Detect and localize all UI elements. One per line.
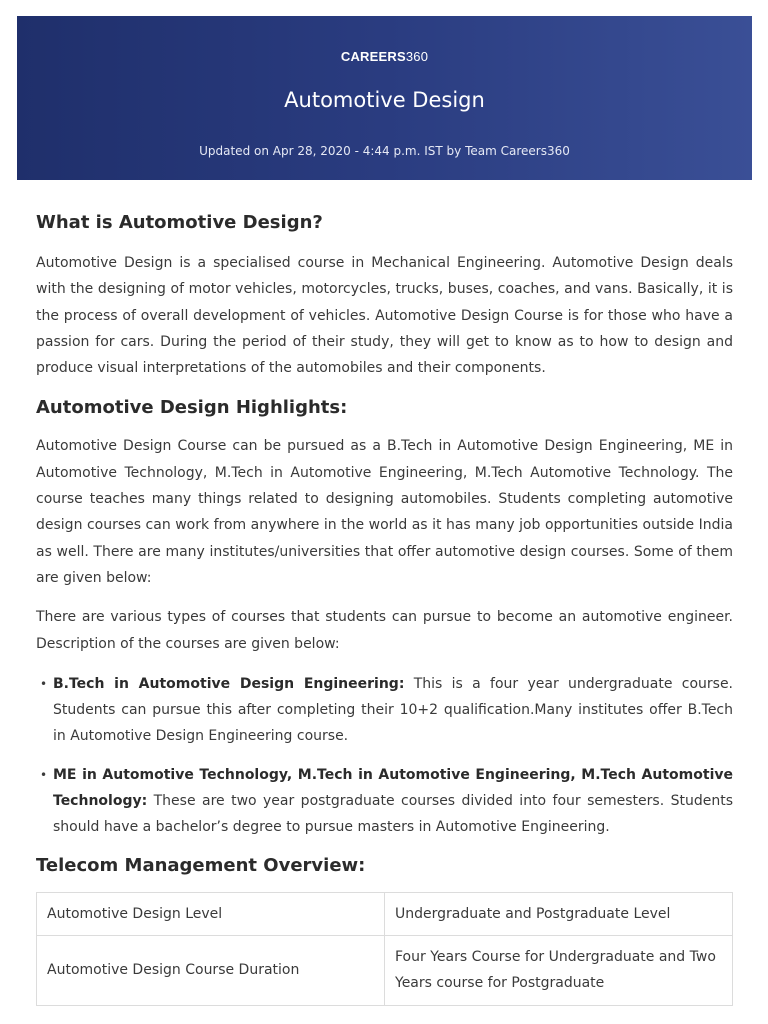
course-list	[36, 671, 733, 841]
heading-highlights: Automotive Design Highlights:	[36, 397, 348, 419]
bullet-icon: •	[40, 676, 48, 691]
course-title: B.Tech in Automotive Design Engineering:	[53, 675, 405, 692]
paragraph-course-types: There are various types of courses that students can pursue to become an automotive engineer. Description of the courses are given below:	[36, 609, 733, 652]
heading-what-is: What is Automotive Design?	[36, 212, 323, 233]
table-row	[37, 892, 733, 935]
careers360-logo[interactable]	[17, 49, 752, 64]
course-title: ME in Automotive Technology, M.Tech in Automotive Engineering, M.Tech Automotive Technology:	[53, 766, 733, 810]
logo-light-text: 360	[405, 49, 429, 64]
course-description: These are two year postgraduate courses divided into four semesters. Students should have a bachelor’s degree to pursue masters in Automotive Engineering.	[53, 793, 733, 836]
table-cell: Automotive Design Level	[37, 892, 385, 935]
logo-bold-text: CAREERS	[340, 49, 406, 64]
list-item	[40, 762, 733, 841]
list-item	[40, 671, 734, 750]
table-row	[37, 935, 733, 1005]
table-cell: Undergraduate and Postgraduate Level	[385, 892, 733, 935]
paragraph-highlights: Automotive Design Course can be pursued as a B.Tech in Automotive Design Engineering, ME in Automotive Technology, M.Tech in Automotive Engineering, M.Tech Automotive Technology. The course teaches many things related to designing automobiles. Students completing automotive design courses can work from anywhere in the world as it has many job opportunities outside India as well. There are many institutes/universities that offer automotive design courses. Some of them are given below:	[36, 438, 733, 586]
article-header	[17, 16, 752, 180]
page-title: Automotive Design	[284, 88, 485, 112]
table-cell: Four Years Course for Undergraduate and Two Years course for Postgraduate	[385, 935, 733, 1005]
updated-info: Updated on Apr 28, 2020 - 4:44 p.m. IST by Team Careers360	[199, 144, 570, 158]
article-body	[36, 210, 733, 1006]
table-cell: Automotive Design Course Duration	[37, 935, 385, 1005]
heading-overview: Telecom Management Overview:	[36, 854, 366, 876]
course-description: This is a four year undergraduate course. Students can pursue this after completing their 10+2 qualification.Many institutes offer B.Tech in Automotive Design Engineering course.	[53, 675, 734, 745]
bullet-icon: •	[40, 767, 48, 782]
overview-table	[36, 892, 733, 1006]
paragraph-what-is: Automotive Design is a specialised course in Mechanical Engineering. Automotive Design deals with the designing of motor vehicles, motorcycles, trucks, buses, coaches, and vans. Basically, it is the process of overall development of vehicles. Automotive Design Course is for those who have a passion for cars. During the period of their study, they will get to know as to how to design and produce visual interpretations of the automobiles and their components.	[36, 255, 733, 377]
